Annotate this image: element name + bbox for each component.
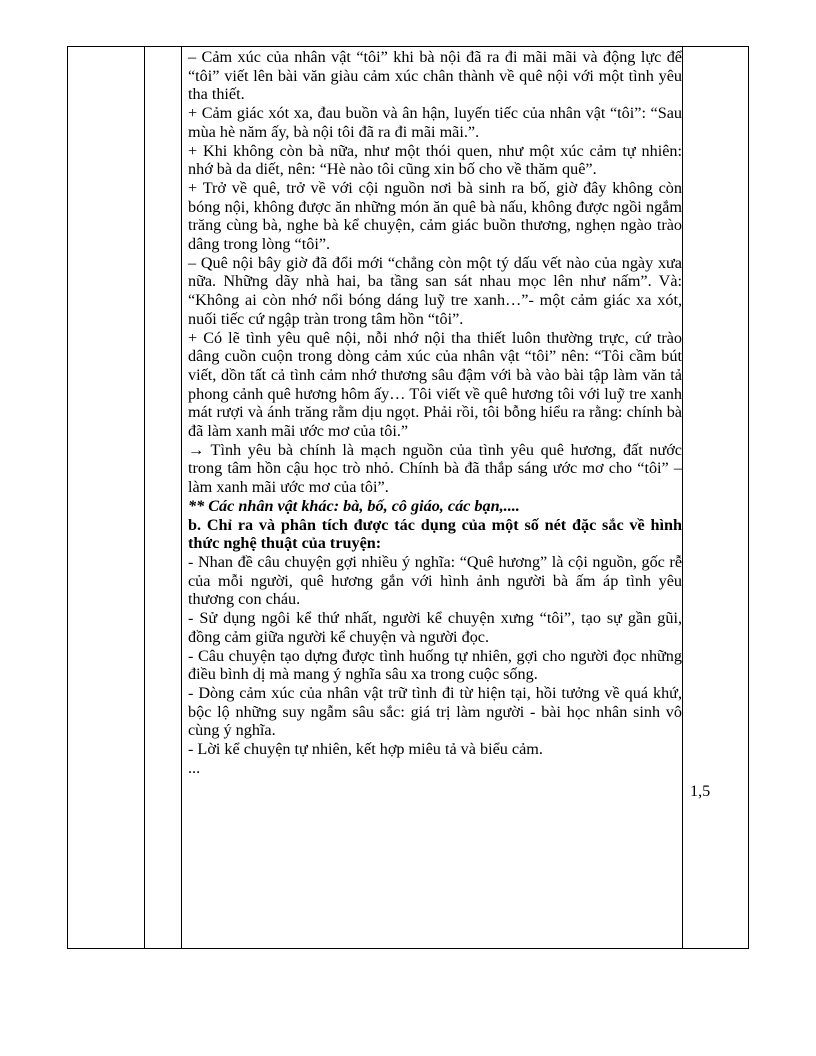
column-divider xyxy=(181,47,182,948)
paragraph: + Có lẽ tình yêu quê nội, nỗi nhớ nội tha thiết luôn thường trực, cứ trào dâng cuồn cuộn trong dòng cảm xúc của nhân vật “tôi” nên: “Tôi cầm bút viết, dồn tất cả tình cảm nhớ thương sâu đậm với bà vào bài tập làm văn tả phong cảnh quê hương hôm ấy… Tôi viết về quê hương tôi với luỹ tre xanh mát rượi và ánh trăng rằm dịu ngọt. Phải rồi, tôi bỗng hiểu ra rằng: chính bà đã làm xanh mãi ước mơ của tôi.” xyxy=(188,328,682,441)
answer-content xyxy=(188,48,682,777)
paragraph: + Trở về quê, trở về với cội nguồn nơi bà sinh ra bố, giờ đây không còn bóng nội, không được ăn những món ăn quê bà nấu, không được ngồi ngắm trăng cùng bà, nghe bà kể chuyện, cảm giác buồn thương, nghẹn ngào trào dâng trong lòng “tôi”. xyxy=(188,178,682,254)
paragraph: - Lời kể chuyện tự nhiên, kết hợp miêu tả và biểu cảm. xyxy=(188,740,543,759)
score-value: 1,5 xyxy=(690,782,711,800)
column-divider xyxy=(682,47,683,948)
paragraph: – Quê nội bây giờ đã đổi mới “chẳng còn một tý dấu vết nào của ngày xưa nữa. Những dãy nhà hai, ba tầng san sát nhau mọc lên như nấm”. Và: “Không ai còn nhớ nổi bóng dáng luỹ tre xanh…”- một cảm giác xa xót, nuối tiếc cứ ngập tràn trong tâm hồn “tôi”. xyxy=(188,253,682,328)
paragraph: – Cảm xúc của nhân vật “tôi” khi bà nội đã ra đi mãi mãi và động lực để “tôi” viết lên bài văn giàu cảm xúc chân thành về quê nội với một tình yêu tha thiết. xyxy=(188,48,682,104)
paragraph: - Sử dụng ngôi kể thứ nhất, người kể chuyện xưng “tôi”, tạo sự gần gũi, đồng cảm giữa người kể chuyện và người đọc. xyxy=(188,609,682,646)
paragraph: - Câu chuyện tạo dựng được tình huống tự nhiên, gợi cho người đọc những điều bình dị mà mang ý nghĩa sâu xa trong cuộc sống. xyxy=(188,646,682,684)
paragraph: ... xyxy=(188,758,201,777)
section-heading-b: b. Chỉ ra và phân tích được tác dụng của một số nét đặc sắc về hình thức nghệ thuật của truyện: xyxy=(188,515,682,553)
paragraph: - Dòng cảm xúc của nhân vật trữ tình đi từ hiện tại, hồi tưởng về quá khứ, bộc lộ những suy ngẫm sâu sắc: giá trị làm người - bài học nhân sinh vô cùng ý nghĩa. xyxy=(188,683,682,740)
answer-table xyxy=(67,46,749,949)
paragraph: - Nhan đề câu chuyện gợi nhiều ý nghĩa: “Quê hương” là cội nguồn, gốc rễ của mỗi người, quê hương gắn với hình ảnh người bà ấm áp tình yêu thương con cháu. xyxy=(188,552,682,609)
column-divider xyxy=(144,47,145,948)
paragraph: + Khi không còn bà nữa, như một thói quen, như một xúc cảm tự nhiên: nhớ bà da diết, nên: “Hè nào tôi cũng xin bố cho về thăm quê”. xyxy=(188,141,682,179)
paragraph: + Cảm giác xót xa, đau buồn và ân hận, luyến tiếc của nhân vật “tôi”: “Sau mùa hè năm ấy, bà nội tôi đã ra đi mãi mãi.”. xyxy=(188,104,682,141)
paragraph: → Tình yêu bà chính là mạch nguồn của tình yêu quê hương, đất nước trong tâm hồn cậu học trò nhỏ. Chính bà đã thắp sáng ước mơ cho “tôi” – làm xanh mãi ước mơ của tôi”. xyxy=(188,440,682,497)
other-characters-note: ** Các nhân vật khác: bà, bố, cô giáo, các bạn,.... xyxy=(188,496,520,515)
